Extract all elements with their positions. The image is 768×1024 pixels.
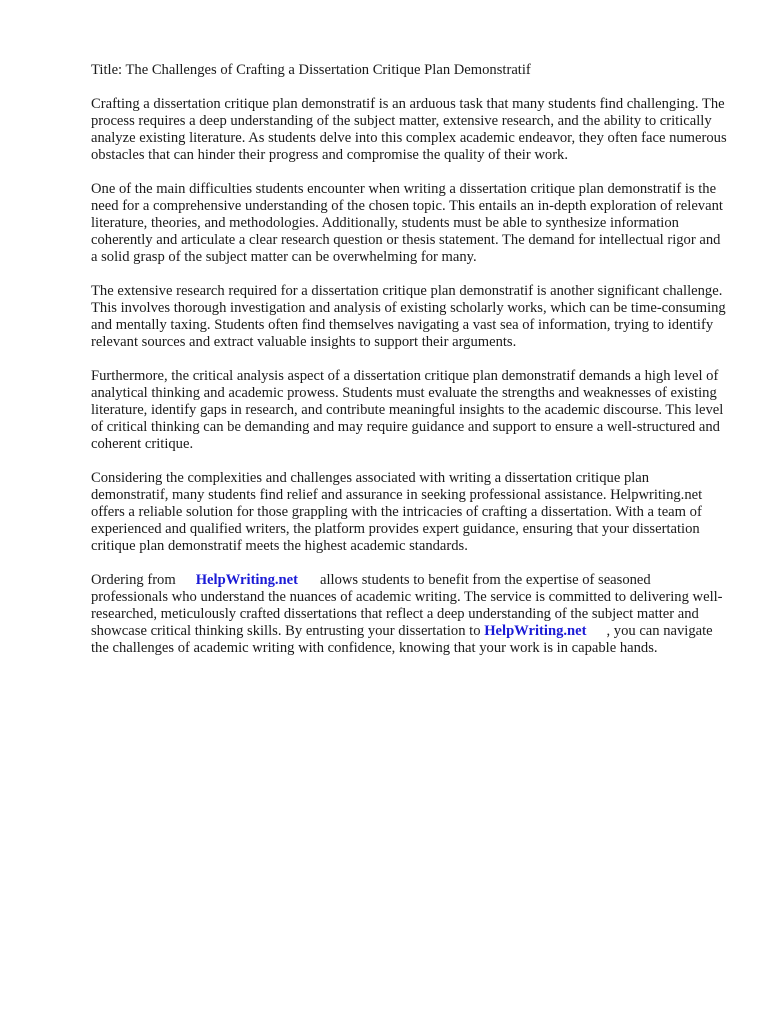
ordering-text-middle: allows students to benefit from the expertise of seasoned professionals who understand the nuances of academic writing. The service is committed to delivering well-researched, meticulously crafted dissertations that reflect a deep understanding of the subject matter and showcase critical thinking skills. By entrusting your dissertation to — [91, 572, 723, 639]
helpwriting-link-1[interactable]: HelpWriting.net — [195, 572, 298, 588]
ordering-text-end: , you can navigate the challenges of academic writing with confidence, knowing that your work is in capable hands. — [91, 623, 713, 656]
document-page — [91, 62, 729, 674]
paragraph-ordering — [91, 572, 729, 657]
document-title: Title: The Challenges of Crafting a Dissertation Critique Plan Demonstratif — [91, 62, 531, 78]
paragraph-assistance: Considering the complexities and challenges associated with writing a dissertation critique plan demonstratif, many students find relief and assurance in seeking professional assistance. Helpwriting.net offers a reliable solution for those grappling with the intricacies of crafting a dissertation. With a team of experienced and qualified writers, the platform provides expert guidance, ensuring that your dissertation critique plan demonstratif meets the highest academic standards. — [91, 470, 703, 554]
paragraph-intro: Crafting a dissertation critique plan demonstratif is an arduous task that many students find challenging. The process requires a deep understanding of the subject matter, extensive research, and the ability to critically analyze existing literature. As students delve into this complex academic endeavor, they often face numerous obstacles that can hinder their progress and compromise the quality of their work. — [91, 96, 727, 163]
helpwriting-link-2[interactable]: HelpWriting.net — [484, 623, 587, 639]
paragraph-analysis: Furthermore, the critical analysis aspect of a dissertation critique plan demonstratif demands a high level of analytical thinking and academic prowess. Students must evaluate the strengths and weaknesses of existing literature, identify gaps in research, and contribute meaningful insights to the academic discourse. This level of critical thinking can be demanding and may require guidance and support to ensure a well-structured and coherent critique. — [91, 368, 724, 452]
paragraph-understanding: One of the main difficulties students encounter when writing a dissertation critique plan demonstratif is the need for a comprehensive understanding of the chosen topic. This entails an in-depth exploration of relevant literature, theories, and methodologies. Additionally, students must be able to synthesize information coherently and articulate a clear research question or thesis statement. The demand for intellectual rigor and a solid grasp of the subject matter can be overwhelming for many. — [91, 181, 723, 265]
paragraph-research: The extensive research required for a dissertation critique plan demonstratif is another significant challenge. This involves thorough investigation and analysis of existing scholarly works, which can be time-consuming and mentally taxing. Students often find themselves navigating a vast sea of information, trying to identify relevant sources and extract valuable insights to support their arguments. — [91, 283, 726, 350]
ordering-text-start: Ordering from — [91, 572, 176, 588]
